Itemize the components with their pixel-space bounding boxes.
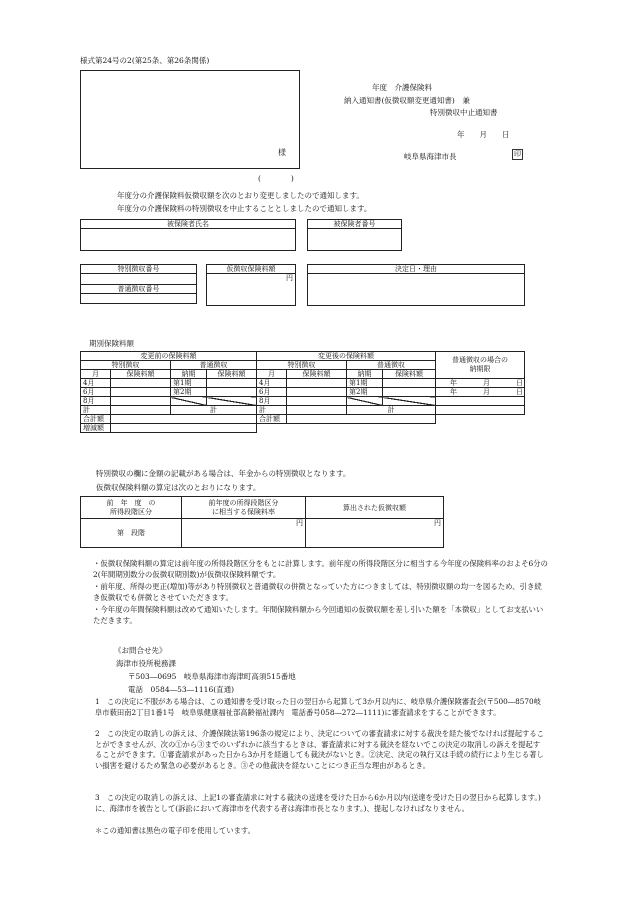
insured-name-label: 被保険者氏名 [81, 220, 296, 229]
before-special: 特別徴収 [81, 361, 171, 370]
provisional-label: 仮徴収保険料額 [207, 265, 296, 274]
diff-label: 増減額 [81, 424, 111, 433]
note-calc: 仮徴収保険料額の算定は次のとおりになります。 [96, 483, 261, 492]
term-cell: 第1期 [347, 379, 383, 388]
intro-line-1: 年度分の介護保険料仮徴収額を次のとおり変更しましたので通知します。 [117, 191, 364, 200]
bullet-note: ・前年度、所得の更正(増加)等があり特別徴収と普通徴収の併徴となっていた方につきましては、特別徴収額の均一を図るため、引き続き仮徴収でも併徴とさせていただきます。 [93, 582, 542, 602]
term-cell: 第2期 [347, 388, 383, 397]
after-normal: 普通徴収 [347, 361, 436, 370]
term-cell: 第1期 [171, 379, 207, 388]
legal-paragraph-3: 3 この決定の取消しの訴えは、上記1の審査請求に対する裁決の送達を受けた日から6か月以内(送達を受けた日の翌日から起算します。)に、海津市を被告として(訴訟において海津市を代表する者は海津市長となります。)、提起しなければなりません。 [95, 793, 541, 813]
bullet-note: ・仮徴収保険料額の算定は前年度の所得段階区分をもとに計算します。前年度の所得段階区分に相当する今年度の保険料率のおよそ6分の2(年間期別数分の仮徴収期別数)が仮徴収保険料額です。 [93, 559, 548, 579]
notice-title-year: 年度 介護保険料 [372, 83, 432, 92]
after-special: 特別徴収 [257, 361, 347, 370]
contact-address: 〒503―0695 岐阜県海津市海津町高須515番地 [128, 672, 296, 681]
note-special: 特別徴収の欄に金額の記載がある場合は、年金からの特別徴収となります。 [96, 469, 351, 478]
contact-title: 《お問合せ先》 [114, 646, 167, 655]
notice-subtitle: 特別徴収中止通知書 [430, 108, 498, 117]
col-amount: 保険料額 [383, 370, 436, 379]
insured-number-table [307, 219, 402, 251]
term-cell: 第2期 [171, 388, 207, 397]
month-cell: 4月 [81, 379, 111, 388]
col-amount: 保険料額 [207, 370, 257, 379]
subtotal-label: 計 [347, 406, 436, 415]
calc-h2: 前年度の所得段階区分 に相当する保険料率 [182, 497, 306, 519]
month-cell: 6月 [81, 388, 111, 397]
insured-name-table [80, 219, 296, 251]
calc-stage: 第 段階 [81, 519, 182, 548]
contact-phone: 電話 0584―53―1116(直通) [128, 685, 235, 694]
subtotal-label: 計 [257, 406, 287, 415]
month-cell: 4月 [257, 379, 287, 388]
special-number-label: 特別徴収番号 [81, 265, 197, 274]
period-table [80, 351, 525, 433]
limit-date: 年 月 日 [436, 379, 525, 388]
issue-date: 年 月 日 [457, 130, 510, 139]
period-title: 期別保険料額 [89, 339, 134, 348]
col-due: 納期 [171, 370, 207, 379]
intro-line-2: 年度分の介護保険料の特別徴収を中止することとしましたので通知します。 [117, 204, 372, 213]
col-month: 月 [257, 370, 287, 379]
month-cell: 8月 [257, 397, 287, 406]
subtotal-label: 計 [81, 406, 111, 415]
empty-cell [171, 397, 207, 406]
limit-date: 年 月 日 [436, 388, 525, 397]
empty-cell [207, 397, 257, 406]
collection-number-table [80, 264, 197, 304]
legal-paragraph-1: 1 この決定に不服がある場合は、この通知書を受け取った日の翌日から起算して3か月以内に、岐阜県介護保険審査会(〒500―8570岐阜市薮田南2丁目1番1号 岐阜県健康福祉部高齢福祉課内 電話番号058―272―1111)に審査請求をすることができます。 [95, 697, 541, 717]
contact-org: 海津市役所税務課 [116, 659, 176, 668]
notice-title: 納入通知書(仮徴収額変更通知書) 兼 [344, 96, 470, 105]
total-label: 合計額 [81, 415, 111, 424]
special-number-value [81, 274, 197, 285]
legal-footnote: ＊この通知書は黒色の電子印を使用しています。 [95, 826, 255, 835]
decision-value [308, 274, 525, 306]
calc-h1: 前 年 度 の 所得段階区分 [81, 497, 182, 519]
insured-name-value [81, 229, 296, 251]
col-month: 月 [81, 370, 111, 379]
provisional-yen: 円 [207, 274, 296, 306]
form-number: 様式第24号の2(第25条、第26条関係) [80, 56, 210, 65]
empty-cell [347, 397, 383, 406]
calc-h3: 算出された仮徴収額 [306, 497, 444, 519]
col-amount: 保険料額 [111, 370, 171, 379]
bullet-note: ・今年度の年間保険料額は改めて通知いたします。年間保険料額から今回通知の仮徴収額を差し引いた額を「本徴収」としてお支払いいただきます。 [93, 605, 544, 625]
provisional-table [206, 264, 296, 306]
calc-amount-yen: 円 [306, 519, 444, 548]
insured-number-label: 被保険者番号 [308, 220, 402, 229]
legal-paragraph-2: 2 この決定の取消しの訴えは、介護保険法第196条の規定により、決定についての審査請求に対する裁決を経た後でなければ提起することができませんが、次の①から③までのいずれかに該当するときは、審査請求に対する裁決を経ないでこの決定の取消しの訴えを提起することができます。①審査請求があった日から3か月を経過しても裁決がないとき。②決定、決定の執行又は手続の続行により生じる著しい損害を避けるため緊急の必要があるとき。③その他裁決を経ないことにつき正当な理由があるとき。 [95, 729, 544, 770]
empty-cell [383, 397, 436, 406]
address-paren: ( ) [258, 174, 294, 183]
before-normal: 普通徴収 [171, 361, 257, 370]
honorific: 様 [278, 148, 286, 157]
normal-number-value [81, 294, 197, 304]
subtotal-label: 計 [171, 406, 257, 415]
limit-header: 普通徴収の場合の 納期限 [436, 352, 525, 379]
total-label: 合計額 [257, 415, 287, 424]
after-header: 変更後の保険料額 [257, 352, 436, 361]
col-amount: 保険料額 [287, 370, 347, 379]
decision-label: 決定日・理由 [308, 265, 525, 274]
month-cell: 8月 [81, 397, 111, 406]
before-header: 変更前の保険料額 [81, 352, 257, 361]
insured-number-value [308, 229, 402, 251]
issuer: 岐阜県海津市長 [404, 152, 457, 161]
calc-rate-yen: 円 [182, 519, 306, 548]
month-cell: 6月 [257, 388, 287, 397]
decision-table [307, 264, 525, 306]
normal-number-label: 普通徴収番号 [81, 285, 197, 294]
col-due: 納期 [347, 370, 383, 379]
seal-stamp: 印 [514, 150, 521, 158]
calc-table [80, 496, 444, 548]
address-box [80, 70, 300, 169]
